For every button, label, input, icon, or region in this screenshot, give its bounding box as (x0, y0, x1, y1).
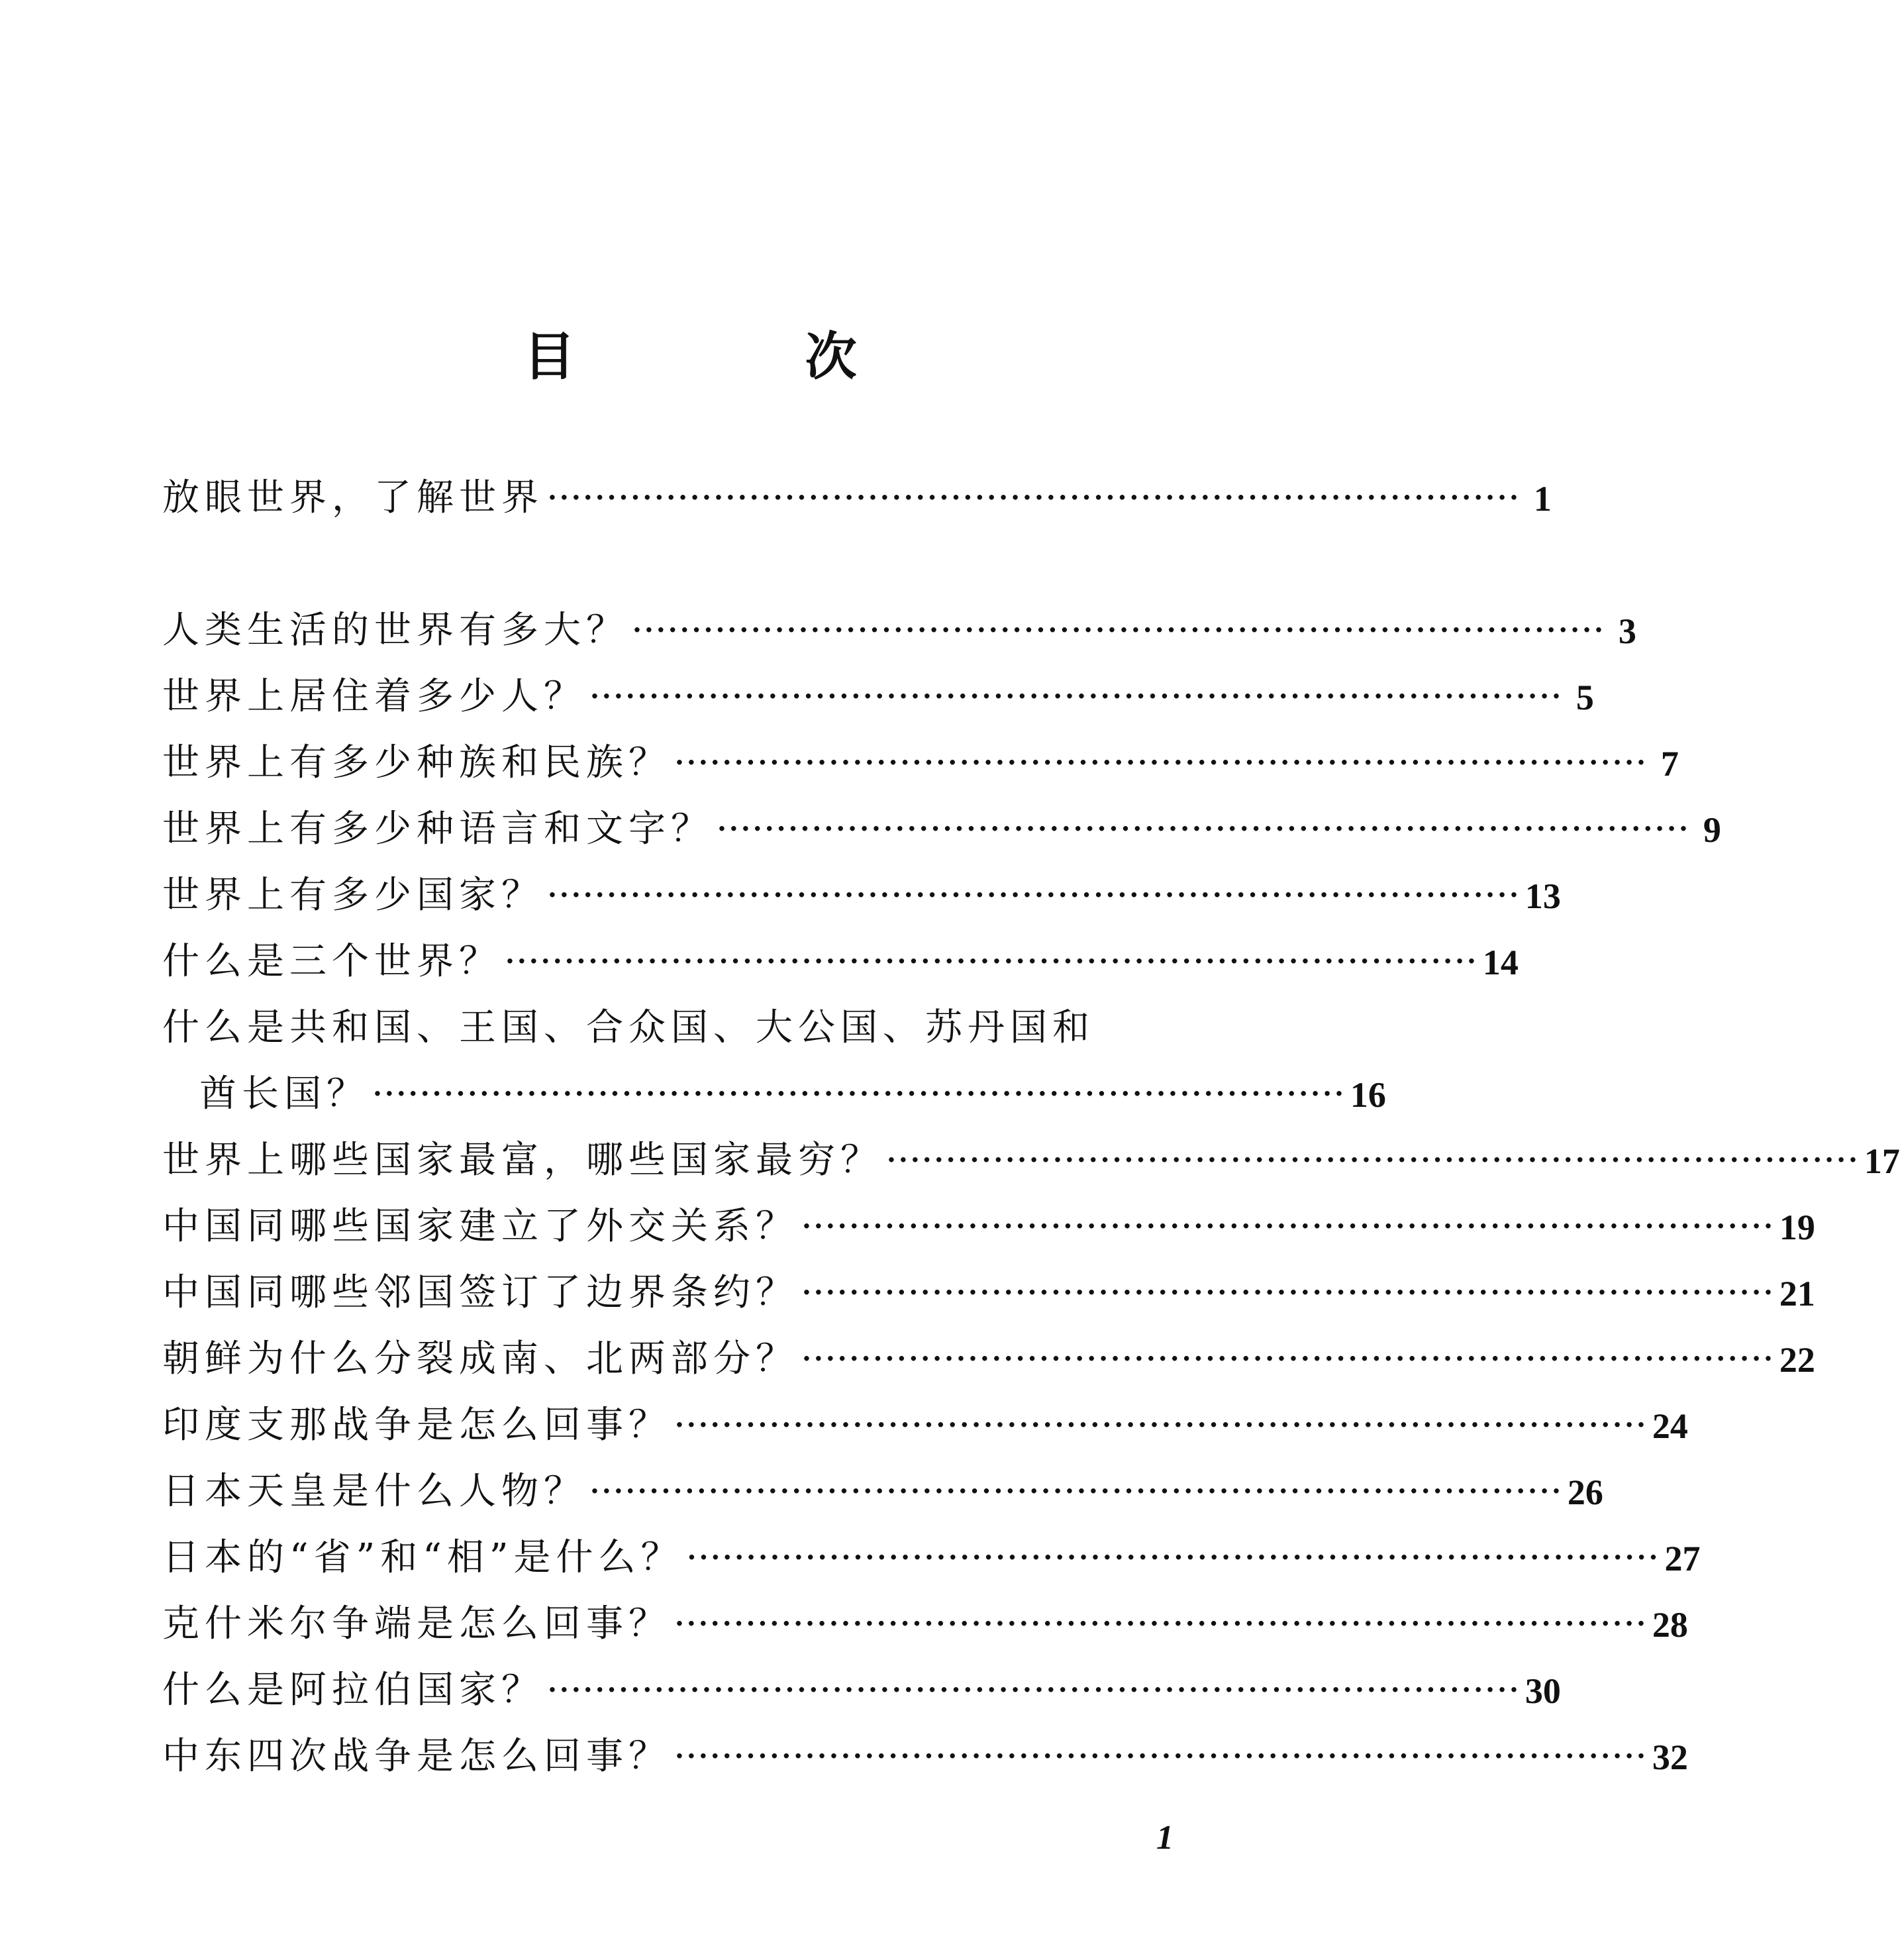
toc-entry[interactable] (162, 1325, 1815, 1380)
toc-entry[interactable] (162, 1656, 1561, 1712)
toc-entry[interactable] (162, 927, 1519, 983)
toc-entry-label: 人类生活的世界有多大？ (162, 609, 628, 652)
toc-entry-page: 1 (1533, 479, 1552, 519)
toc-leader: ·················································································· (548, 1675, 1521, 1706)
toc-entry[interactable] (162, 1523, 1701, 1579)
toc-entry[interactable] (162, 662, 1594, 718)
toc-entry-page: 3 (1618, 611, 1636, 651)
toc-leader: ·················································································· (548, 880, 1521, 911)
toc-leader: ·················································································· (548, 482, 1521, 513)
toc-entry-label: 酋长国？ (199, 1072, 369, 1115)
toc-entry-label: 世界上哪些国家最富，哪些国家最穷？ (162, 1139, 883, 1182)
toc-entry-label: 克什米尔争端是怎么回事？ (162, 1602, 671, 1645)
toc-leader: ·················································································· (373, 1078, 1346, 1109)
toc-entry-label: 中国同哪些邻国签订了边界条约？ (162, 1271, 798, 1314)
toc-entry-label: 中东四次战争是怎么回事？ (162, 1735, 671, 1778)
toc-entry-label: 什么是三个世界？ (162, 940, 501, 983)
toc-entry-label: 放眼世界，了解世界 (162, 476, 544, 519)
toc-entry-label: 什么是共和国、王国、合众国、大公国、苏丹国和 (162, 1006, 1095, 1049)
toc-entry-page: 32 (1652, 1737, 1688, 1777)
toc-entry-label: 世界上有多少国家？ (162, 874, 544, 917)
toc-leader: ·················································································· (802, 1277, 1775, 1308)
toc-entry[interactable] (162, 1060, 1386, 1115)
toc-entry[interactable] (162, 1126, 1900, 1182)
toc-entry-page: 5 (1575, 678, 1594, 717)
toc-leader: ·················································································· (590, 1476, 1564, 1507)
toc-entry-page: 22 (1779, 1340, 1815, 1380)
toc-entry-page: 28 (1652, 1605, 1688, 1645)
toc-leader: ·················································································· (802, 1343, 1775, 1374)
toc-entry-label: 中国同哪些国家建立了外交关系？ (162, 1205, 798, 1248)
toc-entry-page: 16 (1350, 1075, 1386, 1115)
toc-entry-page: 17 (1864, 1141, 1900, 1181)
toc-entry[interactable] (162, 1590, 1688, 1645)
toc-leader: ·················································································· (632, 615, 1606, 646)
toc-entry[interactable] (162, 795, 1721, 851)
toc-entry[interactable] (162, 1259, 1815, 1314)
toc-entry[interactable] (162, 994, 1228, 1047)
toc-entry[interactable] (162, 1192, 1815, 1248)
toc-leader: ·················································································· (675, 1741, 1648, 1772)
toc-entry-label: 日本的“省”和“相”是什么？ (162, 1536, 683, 1579)
toc-entry[interactable] (162, 1722, 1688, 1778)
toc-entry[interactable] (162, 861, 1561, 917)
toc-entry-page: 7 (1660, 744, 1679, 784)
toc-entry[interactable] (162, 1457, 1603, 1513)
toc-leader: ·················································································· (675, 747, 1648, 778)
toc-leader: ·················································································· (505, 946, 1479, 977)
toc-entry-label: 日本天皇是什么人物？ (162, 1470, 586, 1513)
page-title: 目 次 (523, 327, 963, 387)
toc-entry-page: 30 (1525, 1671, 1561, 1711)
toc-entry[interactable] (162, 596, 1636, 652)
toc-entry[interactable] (162, 729, 1679, 784)
toc-entry-label: 印度支那战争是怎么回事？ (162, 1404, 671, 1447)
toc-leader: ·················································································· (675, 1410, 1648, 1441)
toc-entry-label: 世界上有多少种族和民族？ (162, 741, 671, 784)
toc-leader: ·················································································· (675, 1608, 1648, 1639)
toc-entry[interactable] (162, 1391, 1688, 1447)
toc-leader: ·················································································· (802, 1211, 1775, 1242)
toc-entry-page: 24 (1652, 1406, 1688, 1446)
toc-entry-page: 21 (1779, 1274, 1815, 1314)
page-number: 1 (1156, 1819, 1174, 1857)
toc-entry-page: 26 (1567, 1472, 1603, 1512)
toc-entry-page: 13 (1525, 876, 1561, 916)
toc-leader: ·················································································· (687, 1542, 1661, 1573)
toc-entry-page: 27 (1664, 1539, 1701, 1578)
toc-entry-label: 世界上居住着多少人？ (162, 675, 586, 718)
toc-entry-page: 9 (1703, 810, 1721, 850)
toc-leader: ·················································································· (887, 1145, 1860, 1176)
toc-entry[interactable] (162, 464, 1552, 519)
toc-leader: ·················································································· (717, 813, 1691, 845)
toc-entry-label: 朝鲜为什么分裂成南、北两部分？ (162, 1337, 798, 1380)
toc-entry-label: 世界上有多少种语言和文字？ (162, 807, 713, 851)
toc-entry-page: 19 (1779, 1208, 1815, 1247)
toc-leader: ·················································································· (590, 681, 1564, 712)
toc-entry-page: 14 (1482, 943, 1519, 982)
toc-entry-label: 什么是阿拉伯国家？ (162, 1669, 544, 1712)
